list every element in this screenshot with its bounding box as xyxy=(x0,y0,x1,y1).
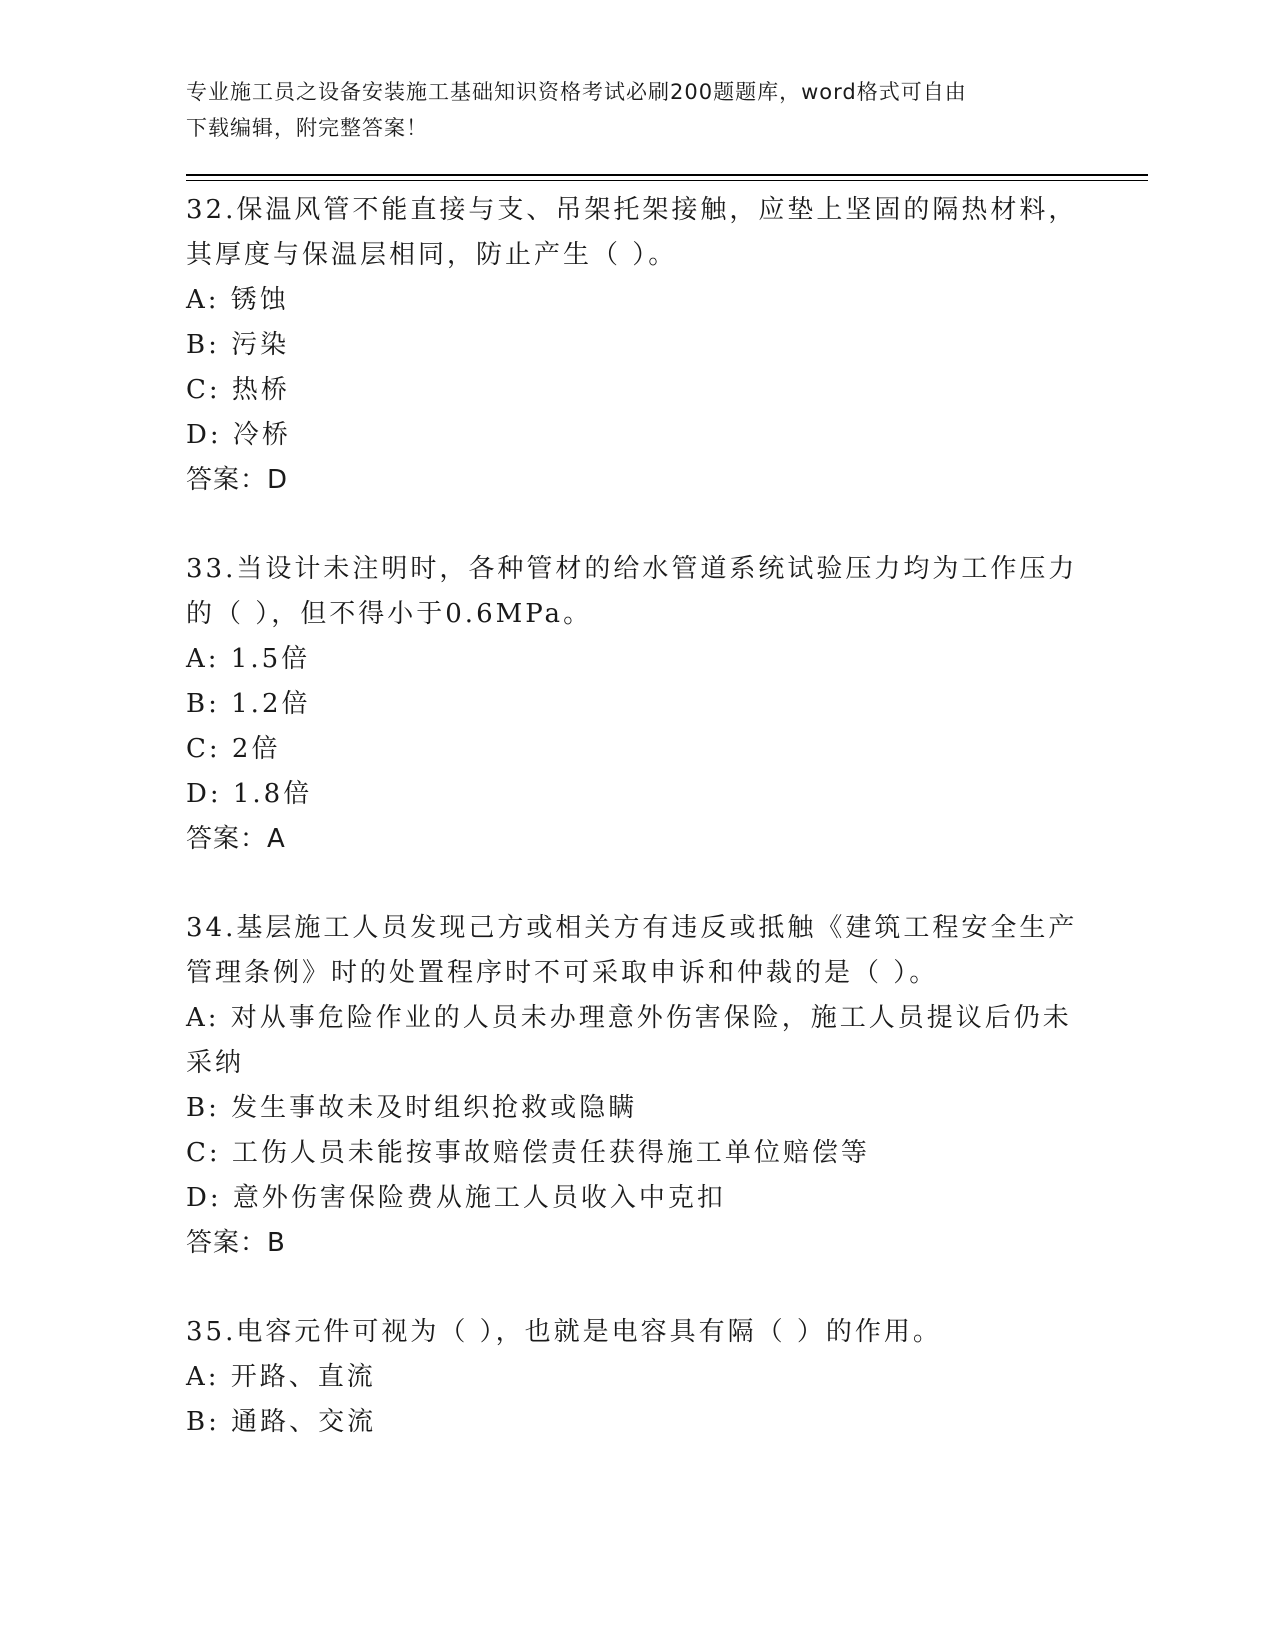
option-a: A: 1.5倍 xyxy=(186,644,311,674)
option-d: D: 1.8倍 xyxy=(186,779,313,809)
option-c: C: 工伤人员未能按事故赔偿责任获得施工单位赔偿等 xyxy=(186,1138,870,1168)
option-a: A: 开路、直流 xyxy=(186,1362,376,1392)
option-a: A: 锈蚀 xyxy=(186,285,289,315)
option-d: D: 意外伤害保险费从施工人员收入中克扣 xyxy=(186,1183,726,1213)
question-34 xyxy=(186,906,1086,1266)
document-header xyxy=(186,74,1066,146)
answer-text: 答案：B xyxy=(186,1228,286,1258)
header-line-2: 下载编辑，附完整答案！ xyxy=(186,116,428,140)
question-list xyxy=(186,188,1086,1489)
option-b: B: 污染 xyxy=(186,330,290,360)
answer-text: 答案：A xyxy=(186,824,286,854)
question-text: 32.保温风管不能直接与支、吊架托架接触，应垫上坚固的隔热材料，其厚度与保温层相同，防止产生（ ）。 xyxy=(186,195,1078,270)
option-b: B: 通路、交流 xyxy=(186,1407,377,1437)
question-text: 33.当设计未注明时，各种管材的给水管道系统试验压力均为工作压力的（ ），但不得小于0.6MPa。 xyxy=(186,554,1078,629)
question-35 xyxy=(186,1310,1086,1445)
header-divider-thin xyxy=(186,180,1148,181)
answer-text: 答案：D xyxy=(186,465,289,495)
option-d: D: 冷桥 xyxy=(186,420,291,450)
question-text: 35.电容元件可视为（ ），也就是电容具有隔（ ）的作用。 xyxy=(186,1317,942,1347)
option-b: B: 1.2倍 xyxy=(186,689,311,719)
option-a: A: 对从事危险作业的人员未办理意外伤害保险，施工人员提议后仍未采纳 xyxy=(186,1003,1072,1078)
question-33 xyxy=(186,547,1086,862)
option-c: C: 热桥 xyxy=(186,375,290,405)
option-c: C: 2倍 xyxy=(186,734,281,764)
question-text: 34.基层施工人员发现己方或相关方有违反或抵触《建筑工程安全生产管理条例》时的处置程序时不可采取申诉和仲裁的是（ ）。 xyxy=(186,913,1078,988)
question-32 xyxy=(186,188,1086,503)
header-divider xyxy=(186,174,1148,176)
header-line-1: 专业施工员之设备安装施工基础知识资格考试必刷200题题库，word格式可自由 xyxy=(186,80,967,104)
option-b: B: 发生事故未及时组织抢救或隐瞒 xyxy=(186,1093,638,1123)
